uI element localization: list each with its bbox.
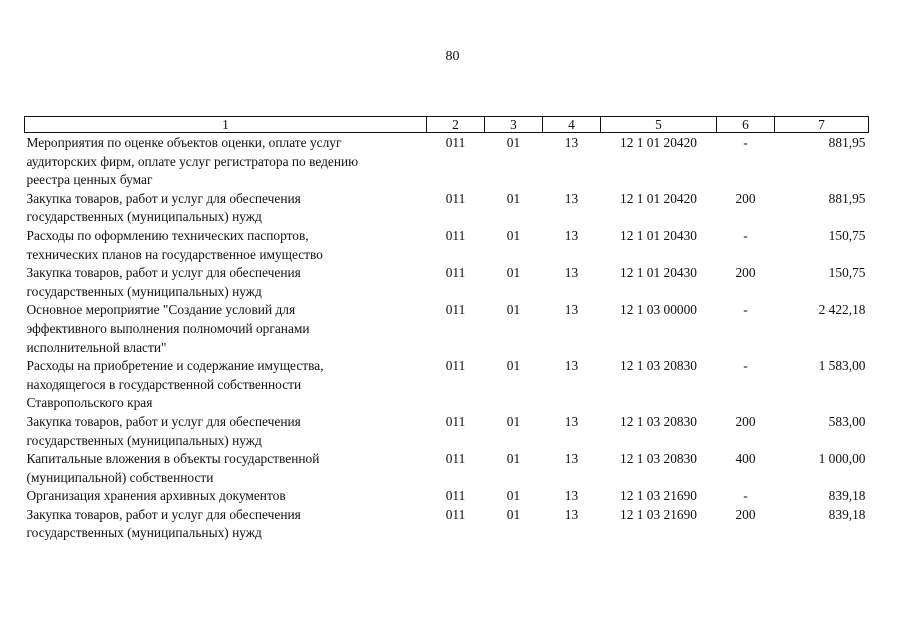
expense-name-cell xyxy=(25,190,427,227)
expense-name-line: государственных (муниципальных) нужд xyxy=(26,432,262,448)
amount-cell: 839,18 xyxy=(828,488,866,504)
expense-name-line: Ставропольского края xyxy=(26,395,153,411)
expense-name-line: Закупка товаров, работ и услуг для обеспечения xyxy=(26,265,301,281)
subsection-code-cell: 13 xyxy=(564,506,579,522)
target-article-cell: 12 1 03 20830 xyxy=(620,358,697,374)
amount-cell: 150,75 xyxy=(828,227,866,243)
expense-name-cell xyxy=(25,133,427,190)
ministry-code-cell: 011 xyxy=(445,265,466,281)
expense-name-line: эффективного выполнения полномочий органами xyxy=(26,320,310,336)
expense-kind-cell: 200 xyxy=(735,413,756,429)
expense-name-cell xyxy=(25,506,427,543)
column-header-6: 6 xyxy=(717,117,775,133)
target-article-cell: 12 1 03 00000 xyxy=(620,302,697,318)
amount-cell: 881,95 xyxy=(828,135,866,150)
amount-cell: 1 583,00 xyxy=(818,358,866,374)
ministry-code-cell: 011 xyxy=(445,227,466,243)
ministry-code-cell: 011 xyxy=(445,302,466,318)
table-header xyxy=(25,117,869,133)
target-article-cell: 12 1 03 21690 xyxy=(620,506,697,522)
expense-kind-cell: - xyxy=(743,488,748,504)
table-row xyxy=(25,357,869,413)
expense-name-cell xyxy=(25,227,427,264)
expense-name-line: Расходы на приобретение и содержание имущества, xyxy=(26,358,324,374)
expense-name-line: Расходы по оформлению технических паспортов, xyxy=(26,227,309,243)
table-row xyxy=(25,133,869,190)
section-code-cell: 01 xyxy=(506,358,521,374)
subsection-code-cell: 13 xyxy=(564,190,579,206)
subsection-code-cell: 13 xyxy=(564,451,579,467)
target-article-cell: 12 1 01 20430 xyxy=(620,265,697,281)
ministry-code-cell: 011 xyxy=(445,451,466,467)
target-article-cell: 12 1 01 20420 xyxy=(620,135,697,150)
expense-name-line: государственных (муниципальных) нужд xyxy=(26,525,262,541)
table-row xyxy=(25,264,869,301)
subsection-code-cell: 13 xyxy=(564,413,579,429)
target-article-cell: 12 1 01 20420 xyxy=(620,190,697,206)
section-code-cell: 01 xyxy=(506,135,521,150)
target-article-cell: 12 1 01 20430 xyxy=(620,227,697,243)
ministry-code-cell: 011 xyxy=(445,190,466,206)
section-code-cell: 01 xyxy=(506,451,521,467)
table-row xyxy=(25,506,869,543)
subsection-code-cell: 13 xyxy=(564,358,579,374)
table-row xyxy=(25,227,869,264)
section-code-cell: 01 xyxy=(506,488,521,504)
expense-name-line: реестра ценных бумаг xyxy=(26,172,153,188)
section-code-cell: 01 xyxy=(506,265,521,281)
budget-table xyxy=(24,116,869,543)
column-header-3: 3 xyxy=(485,117,543,133)
column-header-2: 2 xyxy=(427,117,485,133)
amount-cell: 150,75 xyxy=(828,265,866,281)
ministry-code-cell: 011 xyxy=(445,506,466,522)
expense-name-line: государственных (муниципальных) нужд xyxy=(26,283,262,299)
table-body xyxy=(25,133,869,544)
expense-name-line: Закупка товаров, работ и услуг для обеспечения xyxy=(26,506,301,522)
table-row xyxy=(25,487,869,506)
expense-name-line: находящегося в государственной собственности xyxy=(26,376,302,392)
amount-cell: 1 000,00 xyxy=(818,451,866,467)
amount-cell: 583,00 xyxy=(828,413,866,429)
section-code-cell: 01 xyxy=(506,302,521,318)
target-article-cell: 12 1 03 20830 xyxy=(620,413,697,429)
subsection-code-cell: 13 xyxy=(564,302,579,318)
expense-kind-cell: - xyxy=(743,302,748,318)
table-row xyxy=(25,301,869,357)
subsection-code-cell: 13 xyxy=(564,227,579,243)
section-code-cell: 01 xyxy=(506,227,521,243)
subsection-code-cell: 13 xyxy=(564,265,579,281)
ministry-code-cell: 011 xyxy=(445,135,466,150)
expense-name-line: Организация хранения архивных документов xyxy=(26,488,286,504)
target-article-cell: 12 1 03 20830 xyxy=(620,451,697,467)
expense-kind-cell: 200 xyxy=(735,190,756,206)
amount-cell: 839,18 xyxy=(828,506,866,522)
expense-kind-cell: 400 xyxy=(735,451,756,467)
expense-name-cell xyxy=(25,487,427,506)
column-header-4: 4 xyxy=(543,117,601,133)
section-code-cell: 01 xyxy=(506,506,521,522)
subsection-code-cell: 13 xyxy=(564,135,579,150)
expense-kind-cell: 200 xyxy=(735,506,756,522)
section-code-cell: 01 xyxy=(506,413,521,429)
target-article-cell: 12 1 03 21690 xyxy=(620,488,697,504)
expense-name-cell xyxy=(25,301,427,357)
expense-name-cell xyxy=(25,413,427,450)
table-row xyxy=(25,413,869,450)
expense-name-cell xyxy=(25,264,427,301)
ministry-code-cell: 011 xyxy=(445,358,466,374)
section-code-cell: 01 xyxy=(506,190,521,206)
expense-name-line: Мероприятия по оценке объектов оценки, оплате услуг xyxy=(26,135,342,150)
expense-name-line: Основное мероприятие "Создание условий для xyxy=(26,302,296,318)
amount-cell: 881,95 xyxy=(828,190,866,206)
expense-kind-cell: 200 xyxy=(735,265,756,281)
amount-cell: 2 422,18 xyxy=(818,302,866,318)
expense-name-line: аудиторских фирм, оплате услуг регистратора по ведению xyxy=(26,153,359,169)
column-header-7: 7 xyxy=(775,117,869,133)
expense-name-cell xyxy=(25,357,427,413)
expense-name-line: Закупка товаров, работ и услуг для обеспечения xyxy=(26,190,301,206)
expense-kind-cell: - xyxy=(743,358,748,374)
expense-kind-cell: - xyxy=(743,227,748,243)
header-row xyxy=(25,117,869,133)
expense-name-line: технических планов на государственное имущество xyxy=(26,246,323,262)
expense-name-cell xyxy=(25,450,427,487)
subsection-code-cell: 13 xyxy=(564,488,579,504)
column-header-1: 1 xyxy=(25,117,427,133)
expense-name-line: Капитальные вложения в объекты государственной xyxy=(26,451,320,467)
table-row xyxy=(25,450,869,487)
expense-name-line: государственных (муниципальных) нужд xyxy=(26,209,262,225)
expense-name-line: Закупка товаров, работ и услуг для обеспечения xyxy=(26,413,301,429)
ministry-code-cell: 011 xyxy=(445,413,466,429)
column-header-5: 5 xyxy=(601,117,717,133)
ministry-code-cell: 011 xyxy=(445,488,466,504)
expense-kind-cell: - xyxy=(743,135,748,150)
table-row xyxy=(25,190,869,227)
expense-name-line: (муниципальной) собственности xyxy=(26,469,214,485)
page-number: 80 xyxy=(445,49,460,64)
expense-name-line: исполнительной власти" xyxy=(26,339,167,355)
